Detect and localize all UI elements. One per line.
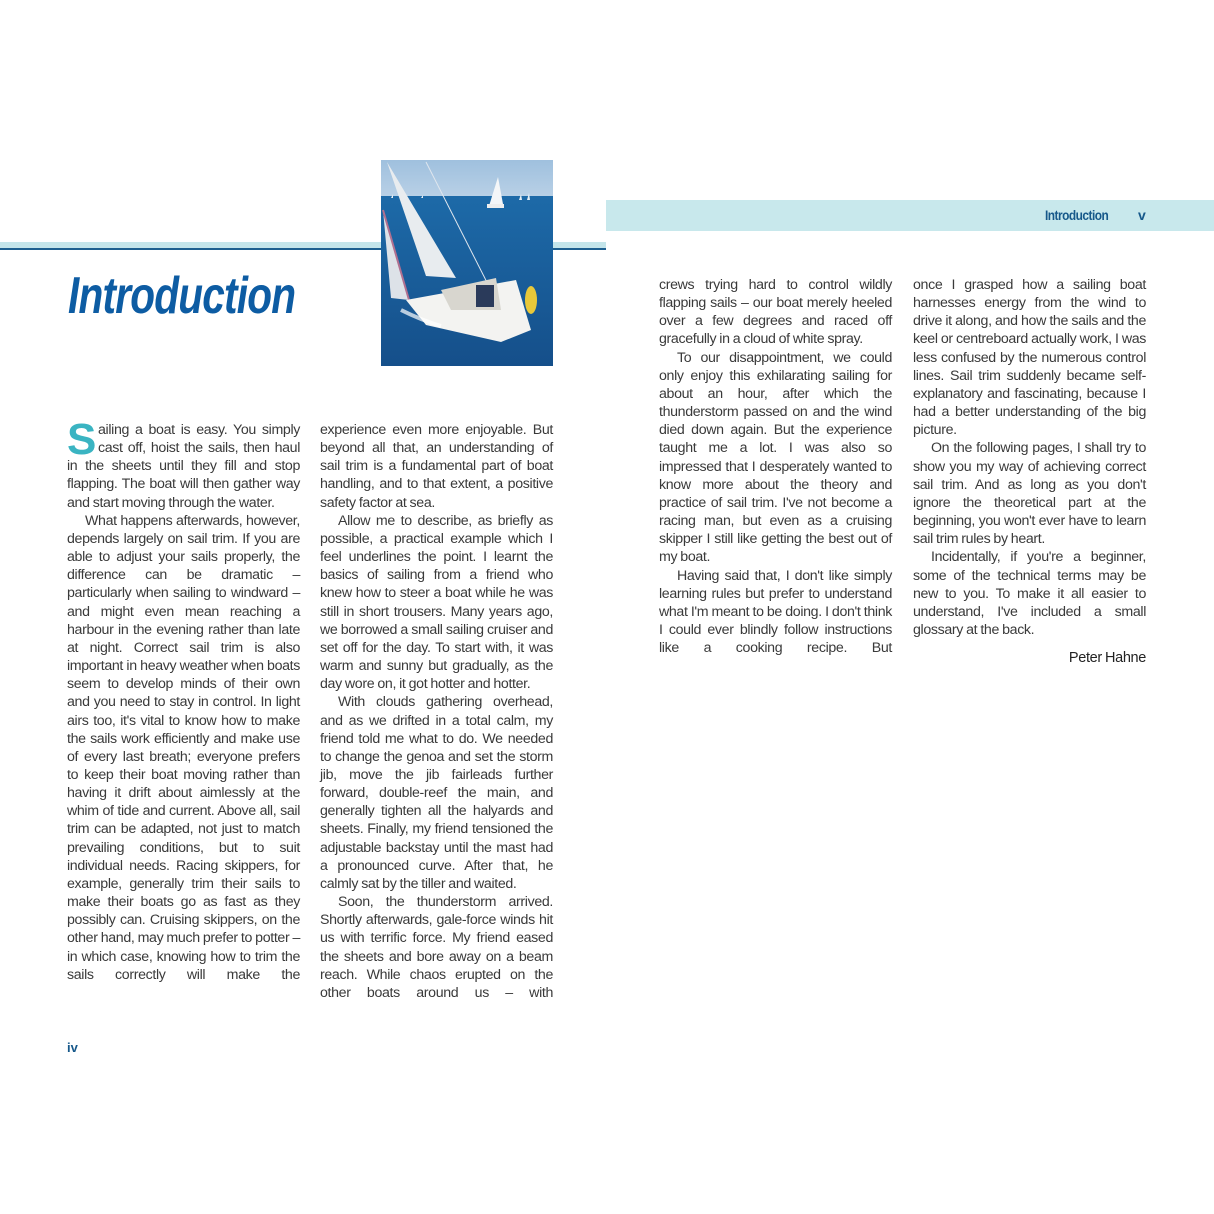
text-column-4 xyxy=(913,276,1146,667)
sailing-yacht-photo xyxy=(381,160,553,366)
paragraph: Incidentally, if you're a beginner, some of the technical terms may be new to you. To make it all easier to understand, I've included a small glossary at the back. xyxy=(913,549,1146,638)
author-signature: Peter Hahne xyxy=(1068,650,1146,667)
running-title: Introduction xyxy=(1045,207,1109,223)
paragraph: What happens afterwards, however, depends largely on sail trim. If you are able to adjust your sails properly, the difference can be dramatic – particularly when sailing to windward – and might even mean reaching a harbour in the evening rather than late at night. Correct sail trim is also important in heavy weather when boats seem to develop minds of their own and you need to stay in control. In light airs too, it's vital to know how to make the sails work efficiently and make use of every last breath; everyone prefers to keep their boat moving rather than having it drift about aimlessly at the whim of tide and current. Above all, sail trim can be adapted, not just to match prevailing conditions, but to suit individual needs. Racing skippers, for example, generally trim their sails to make their boats go as fast as they possibly can. Cruising skippers, on the other hand, may much prefer to potter – in which case, knowing how to trim the sails correctly will make the xyxy=(67,512,300,983)
paragraph: On the following pages, I shall try to show you my way of achieving correct sail trim. And as long as you don't ignore the theoretical part at the beginning, you won't ever have to learn sail trim rules by heart. xyxy=(913,440,1146,548)
drop-cap: S xyxy=(67,415,96,464)
paragraph xyxy=(67,415,300,512)
paragraph-text: ailing a boat is easy. You simply cast off, hoist the sails, then haul in the sheets until they fill and stop flapping. The boat will then gather way and start moving through the water. xyxy=(67,422,300,511)
page-number-right: v xyxy=(1138,207,1146,223)
paragraph: Soon, the thunderstorm arrived. Shortly afterwards, gale-force winds hit us with terrific force. My friend eased the sheets and bore away on a beam reach. While chaos erupted on the other boats around us – with xyxy=(320,894,553,1001)
text-column-3 xyxy=(659,276,892,657)
paragraph: To our disappointment, we could only enjoy this exhilarating sailing for about an hour, after which the thunderstorm passed on and the wind died down again. But the experience taught me a lot. I was also so impressed that I desperately wanted to know more about the theory and practice of sail trim. I've not become a racing man, but even as a cruising skipper I still like getting the best out of my boat. xyxy=(659,349,892,566)
text-column-1 xyxy=(67,415,300,984)
paragraph: once I grasped how a sailing boat harnesses energy from the wind to drive it along, and how the sails and the keel or centreboard actually work, I was less confused by the numerous control lines. Sail trim suddenly became self-explanatory and fascinating, because I had a better understanding of the big picture. xyxy=(913,277,1146,439)
paragraph: With clouds gathering overhead, and as we drifted in a total calm, my friend told me what to do. We needed to change the genoa and set the storm jib, move the jib fairleads further forward, double-reef the main, and generally tighten all the halyards and sheets. Finally, my friend tensioned the adjustable backstay until the mast had a pronounced curve. After that, he calmly sat by the tiller and waited. xyxy=(320,694,553,892)
paragraph: Allow me to describe, as briefly as possible, a practical example which I feel underlines the point. I learnt the basics of sailing from a friend who knew how to steer a boat while he was still in short trousers. Many years ago, we borrowed a small sailing cruiser and set off for the day. To start with, it was warm and sunny but gradually, as the day wore on, it got hotter and hotter. xyxy=(320,512,553,693)
paragraph: experience even more enjoyable. But beyond all that, an understanding of sail trim is a fundamental part of boat handling, and to that extent, a positive safety factor at sea. xyxy=(320,422,553,511)
page-number-left: iv xyxy=(67,1040,78,1055)
header-band-right xyxy=(606,200,1214,231)
chapter-title: Introduction xyxy=(68,267,296,325)
paragraph: crews trying hard to control wildly flapping sails – our boat merely heeled over a few degrees and raced off gracefully in a cloud of white spray. xyxy=(659,277,892,348)
paragraph: Having said that, I don't like simply learning rules but prefer to understand what I'm meant to be doing. I don't think I could ever blindly follow instructions like a cooking recipe. But xyxy=(659,567,892,657)
text-column-2 xyxy=(320,421,553,1002)
